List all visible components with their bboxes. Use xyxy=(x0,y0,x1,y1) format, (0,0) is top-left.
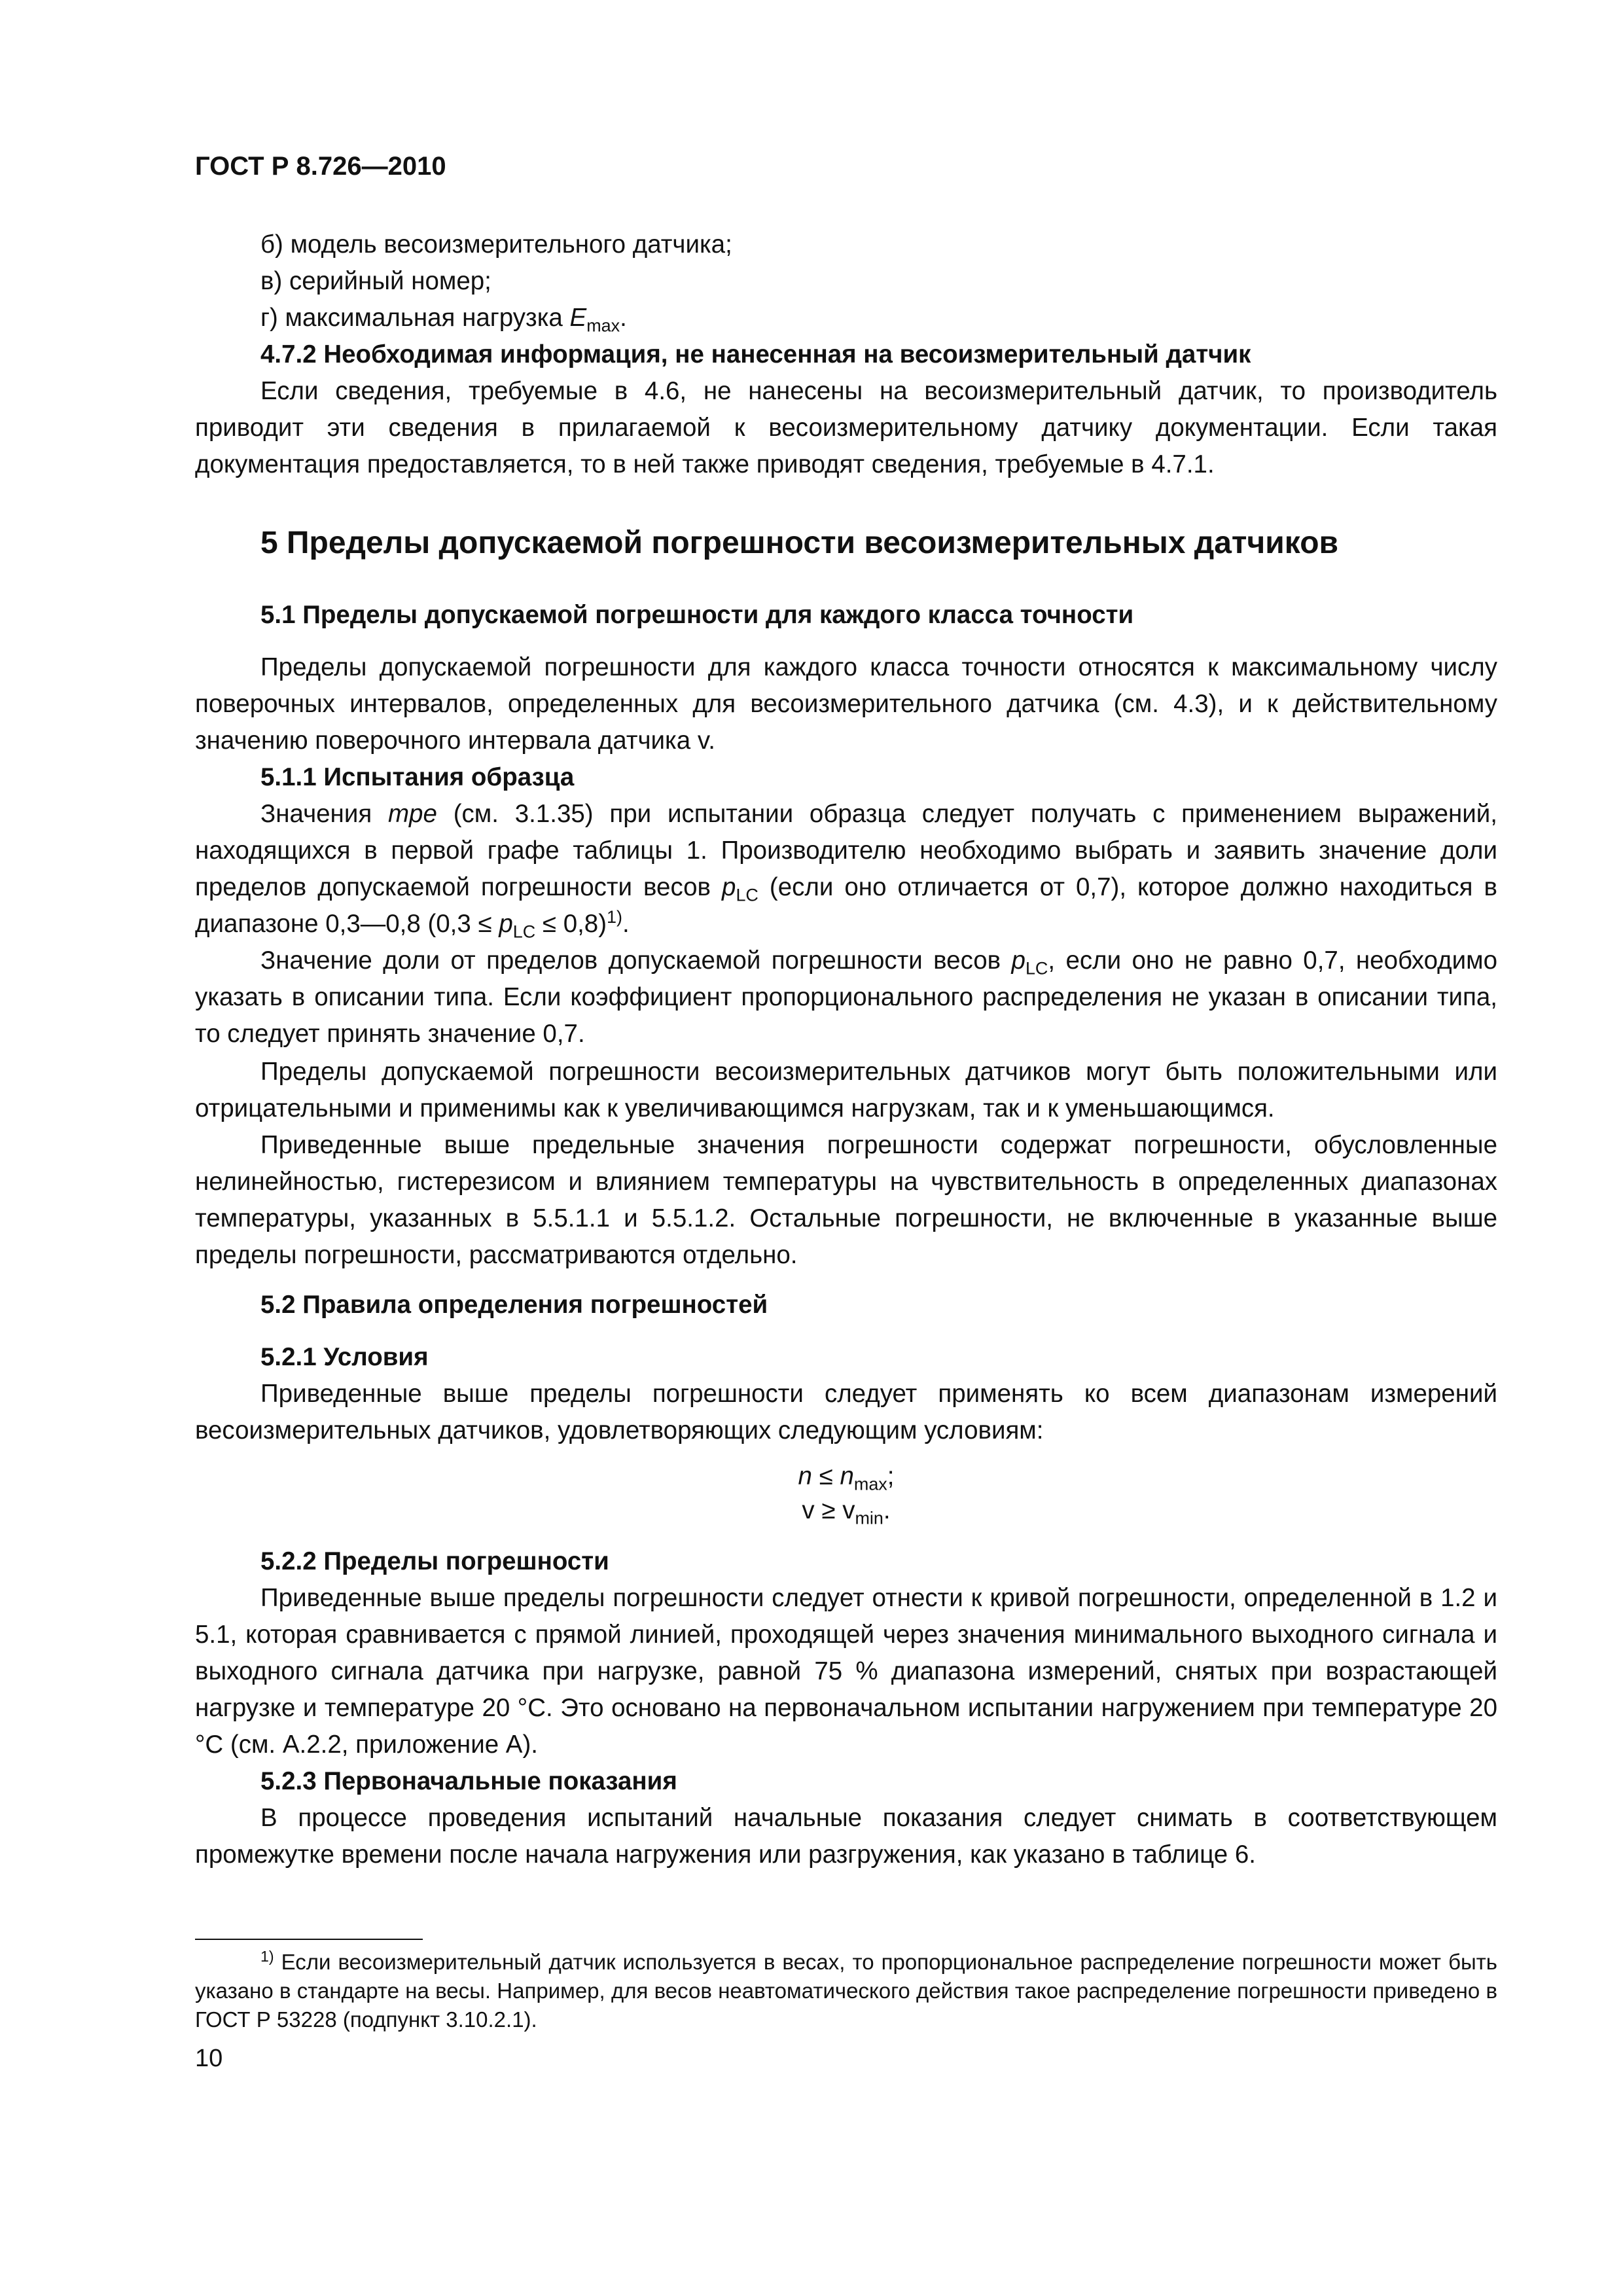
page-number: 10 xyxy=(195,2045,223,2072)
heading-4-7-2: 4.7.2 Необходимая информация, не нанесенная на весоизмерительный датчик xyxy=(260,340,1251,368)
section-5-heading: 5 Пределы допускаемой погрешности весоизмерительных датчиков xyxy=(260,526,1339,560)
document-header: ГОСТ Р 8.726—2010 xyxy=(195,152,446,181)
footnote-separator xyxy=(195,1939,423,1940)
footnote-ref: 1) xyxy=(607,907,622,927)
heading-5-1: 5.1 Пределы допускаемой погрешности для каждого класса точности xyxy=(260,601,1134,629)
paragraph-5-1-1-c: Пределы допускаемой погрешности весоизмерительных датчиков могут быть положительными или отрицательными и применимы как к увеличивающимся нагрузкам, так и к уменьшающимся. xyxy=(195,1058,1497,1122)
paragraph-5-1-1-a: Значения mpe (см. 3.1.35) при испытании образца следует получать с применением выражений, находящихся в первой графе таблицы 1. Производителю необходимо выбрать и заявить значение доли пределов допускаемой погрешности весов $p_{LC}$ (если оно отличается от 0,7), которое должно находиться в диапазоне 0,3—0,8 $(0,3 \le p_{LC} \le 0,8)^{1)}$. xyxy=(195,800,1497,942)
paragraph-5-1: Пределы допускаемой погрешности для каждого класса точности относятся к максимальному числу поверочных интервалов, определенных для весоизмерительного датчика (см. 4.3), и к действительному значению поверочного интервала датчика v. xyxy=(195,653,1497,755)
paragraph-5-1-1-d: Приведенные выше предельные значения погрешности содержат погрешности, обусловленные нелинейностью, гистерезисом и влиянием температуры на чувствительность в определенных диапазонах температуры, указанных в 5.5.1.1 и 5.5.1.2. Остальные погрешности, не включенные в указанные выше пределы погрешности, рассматриваются отдельно. xyxy=(195,1131,1497,1269)
formula-v-min: $v \ge v_{min}$. xyxy=(802,1496,891,1528)
footnote: $^{1)}$ Если весоизмерительный датчик используется в весах, то пропорциональное распределение погрешности может быть указано в стандарте на весы. Например, для весов неавтоматического действия такое распределение погрешности приведено в ГОСТ Р 53228 (подпункт 3.10.2.1). xyxy=(195,1948,1497,2032)
paragraph-5-2-2: Приведенные выше пределы погрешности следует отнести к кривой погрешности, определенной в 1.2 и 5.1, которая сравнивается с прямой линией, проходящей через значения минимального выходного сигнала и выходного сигнала датчика при нагрузке, равной 75 % диапазона измерений, снятых при возрастающей нагрузке и температуре 20 °С. Это основано на первоначальном испытании нагружением при температуре 20 °С (см. А.2.2, приложение А). xyxy=(195,1584,1497,1759)
heading-5-2-3: 5.2.3 Первоначальные показания xyxy=(260,1767,677,1795)
heading-5-2-2: 5.2.2 Пределы погрешности xyxy=(260,1547,609,1575)
list-item-v: в) серийный номер; xyxy=(260,267,491,295)
formula-n-max: $n \le n_{max}$; xyxy=(798,1462,895,1494)
heading-5-2: 5.2 Правила определения погрешностей xyxy=(260,1291,768,1319)
list-item-b: б) модель весоизмерительного датчика; xyxy=(260,230,732,259)
heading-5-2-1: 5.2.1 Условия xyxy=(260,1343,429,1371)
footnote-mark: 1) xyxy=(260,1948,274,1965)
paragraph-5-1-1-b: Значение доли от пределов допускаемой погрешности весов $p_{LC}$, если оно не равно 0,7, необходимо указать в описании типа. Если коэффициент пропорционального распределения не указан в описании типа, то следует принять значение 0,7. xyxy=(195,946,1497,1048)
paragraph-4-7-2: Если сведения, требуемые в 4.6, не нанесены на весоизмерительный датчик, то производитель приводит эти сведения в прилагаемой к весоизмерительному датчику документации. Если такая документация предоставляется, то в ней также приводят сведения, требуемые в 4.7.1. xyxy=(195,377,1497,478)
paragraph-5-2-1: Приведенные выше пределы погрешности следует применять ко всем диапазонам измерений весоизмерительных датчиков, удовлетворяющих следующим условиям: xyxy=(195,1380,1497,1444)
list-item-g: г) максимальная нагрузка $E_{max}$. xyxy=(260,304,627,336)
paragraph-5-2-3: В процессе проведения испытаний начальные показания следует снимать в соответствующем промежутке времени после начала нагружения или разгружения, как указано в таблице 6. xyxy=(195,1804,1497,1869)
heading-5-1-1: 5.1.1 Испытания образца xyxy=(260,763,575,791)
